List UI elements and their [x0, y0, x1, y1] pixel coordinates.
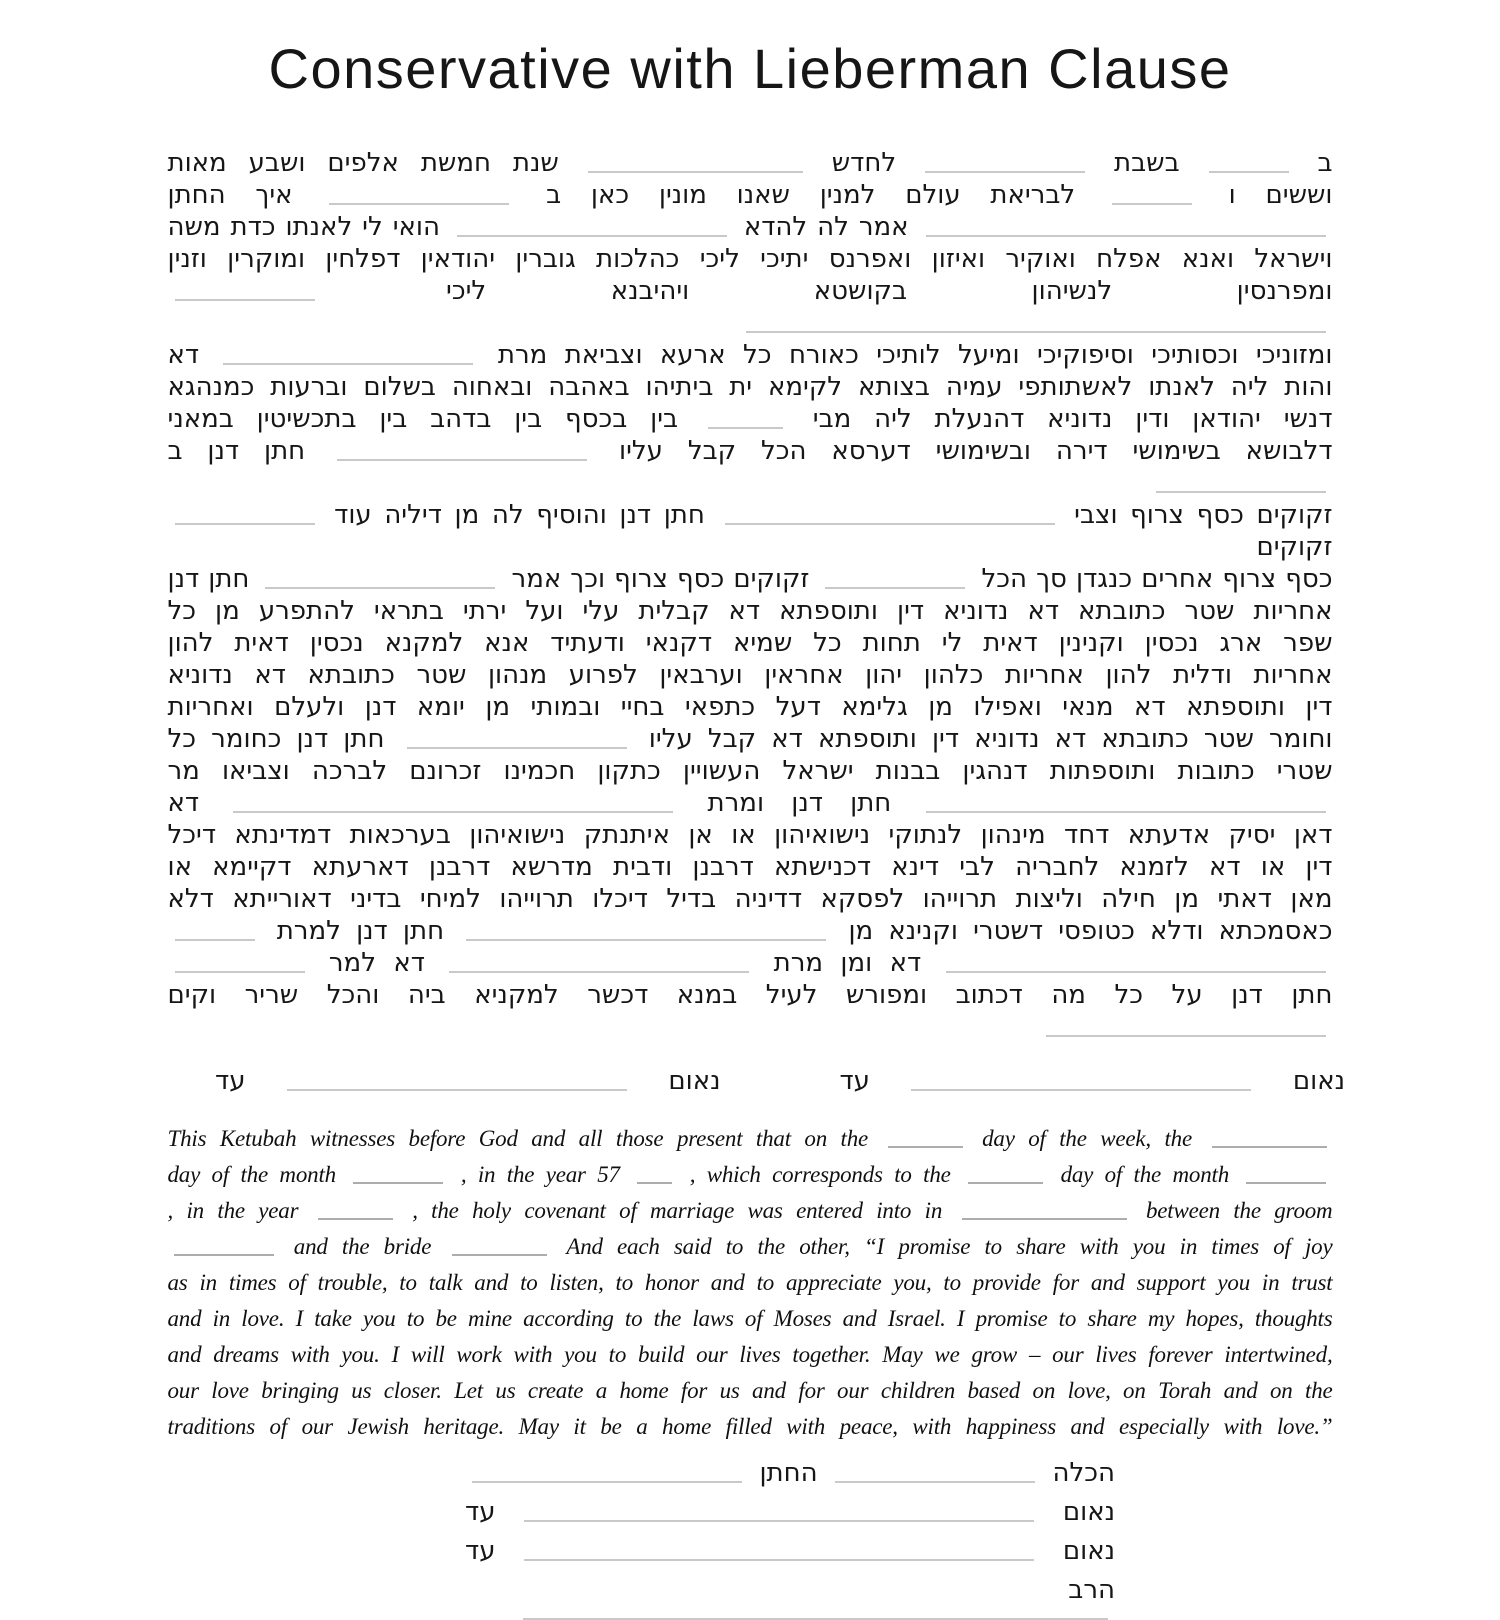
- hebrew-text: ב: [1317, 148, 1333, 178]
- fill-in-blank: [725, 509, 1055, 525]
- english-text: , the holy covenant of marriage was entered into in: [412, 1198, 943, 1223]
- hebrew-text: וששים ו: [1228, 180, 1333, 210]
- hebrew-text: מאן דאתי מן חילה וליצות תרוייהו לפסקא דדיניה בדיל דיכלו תרוייהו למיחי בדיני דאורייתא דלא: [167, 884, 1333, 914]
- hebrew-text: דנשי יהודאן ודין נדוניא דהנעלת ליה מבי: [812, 404, 1333, 434]
- hebrew-text-line: [168, 371, 1333, 403]
- hebrew-text: זקוקים: [1256, 532, 1333, 562]
- hebrew-text: לבריאת עולם למנין שאנו מונין כאן ב: [546, 180, 1076, 210]
- signature-line: [465, 1498, 1115, 1526]
- hebrew-text: אחריות ודלית להון אחריות כלהון יהון אחראין וערבאין לפרוע מנהון שטר כתובתא דא נדוניא: [167, 660, 1333, 690]
- hebrew-text: זקוקים כסף צרוף וכך אמר: [511, 564, 810, 594]
- hebrew-text: דא ומן מרת: [773, 948, 922, 978]
- english-text-block: [168, 1121, 1333, 1445]
- witness-line: [215, 1065, 1345, 1097]
- fill-in-blank: [265, 573, 495, 589]
- hebrew-text-line: [168, 211, 1333, 243]
- fill-in-blank: [1209, 157, 1289, 173]
- english-text: day of the month: [167, 1162, 336, 1187]
- english-text: and the bride: [293, 1234, 432, 1259]
- hebrew-text-line: [168, 691, 1333, 723]
- signature-line: [465, 1459, 1115, 1487]
- fill-in-blank: [523, 1604, 1108, 1620]
- fill-in-blank: [746, 317, 1326, 333]
- hebrew-label: הכלה: [1052, 1458, 1116, 1488]
- fill-in-blank: [174, 1242, 274, 1256]
- hebrew-text: דין ותוספתא דא מנאי ואפילו מן גלימא דעל כתפאי בחיי ובמותי מן יומא דנן ולעלם ואחריות: [167, 692, 1333, 722]
- hebrew-text-line: [168, 179, 1333, 211]
- hebrew-text: חתן דנן ב: [167, 436, 306, 466]
- hebrew-text-block: [168, 147, 1333, 1043]
- hebrew-text: דאן יסיק אדעתא דחד מינהון לנתוקי נישואיהון או אן איתנתק נישואיהון בערכאות דמדינתא דיכל: [167, 820, 1333, 850]
- fill-in-blank: [175, 285, 315, 301]
- hebrew-text-line: [168, 627, 1333, 659]
- english-text: day of the month: [1060, 1162, 1229, 1187]
- fill-in-blank: [825, 573, 965, 589]
- fill-in-blank: [524, 1506, 1034, 1522]
- hebrew-text: ומזוניכי וכסותיכי וסיפוקיכי ומיעל לותיכי כאורח כל ארעא וצביאת מרת: [497, 340, 1333, 370]
- hebrew-text-line: [168, 979, 1333, 1043]
- hebrew-witness-signature-row: [215, 1065, 1345, 1097]
- hebrew-text-line: [168, 947, 1333, 979]
- hebrew-text-line: [168, 659, 1333, 691]
- fill-in-blank: [337, 445, 587, 461]
- english-text-line: [168, 1409, 1333, 1445]
- english-text: , in the year: [167, 1198, 299, 1223]
- english-text: This Ketubah witnesses before God and all those present that on the: [167, 1126, 869, 1151]
- hebrew-text-line: [168, 435, 1333, 499]
- hebrew-text-line: [168, 595, 1333, 627]
- english-text: and dreams with you. I will work with you to build our lives together. May we grow – our lives forever intertwined,: [167, 1342, 1333, 1367]
- hebrew-text: חתן דנן על כל מה דכתוב ומפורש לעיל במנא דכשר למקניא ביה והכל שריר וקים: [167, 980, 1333, 1010]
- hebrew-label: עד: [215, 1066, 246, 1096]
- english-text: as in times of trouble, to talk and to listen, to honor and to appreciate you, to provide for and support you in trust: [167, 1270, 1333, 1295]
- english-text: our love bringing us closer. Let us create a home for us and for our children based on love, on Torah and on the: [167, 1378, 1333, 1403]
- fill-in-blank: [329, 189, 509, 205]
- fill-in-blank: [1046, 1021, 1326, 1037]
- fill-in-blank: [1112, 189, 1192, 205]
- fill-in-blank: [911, 1075, 1251, 1091]
- hebrew-text: הואי לי לאנתו כדת משה: [167, 212, 440, 242]
- hebrew-text: והות ליה לאנתו לאשתותפי עמיה בצותא לקימא ית ביתיהו באהבה ובאחוה בשלום וברעות כמנהגא: [167, 372, 1333, 402]
- hebrew-text-line: [168, 819, 1333, 851]
- fill-in-blank: [472, 1467, 742, 1483]
- document-title: Conservative with Lieberman Clause: [268, 37, 1232, 100]
- hebrew-text: אמר לה להדא: [743, 212, 909, 242]
- hebrew-label: נאום: [668, 1066, 721, 1096]
- english-text-line: [168, 1121, 1333, 1157]
- fill-in-blank: [637, 1170, 672, 1184]
- hebrew-text: דא: [167, 340, 200, 370]
- english-text-line: [168, 1157, 1333, 1193]
- hebrew-text: שפר ארג נכסין וקנינין דאית לי תחות כל שמיא דקנאי ודעתיד אנא למקנא נכסין דאית להון: [167, 628, 1333, 658]
- fill-in-blank: [287, 1075, 627, 1091]
- hebrew-text: זקוקים כסף צרוף וצבי: [1074, 500, 1333, 530]
- fill-in-blank: [1212, 1134, 1327, 1148]
- hebrew-text-line: [168, 723, 1333, 755]
- fill-in-blank: [888, 1134, 963, 1148]
- spacer: [755, 1088, 805, 1089]
- hebrew-text-line: [168, 851, 1333, 883]
- hebrew-text: ומפרנסין לנשיהון בקושטא ויהיבנא ליכי: [446, 276, 1333, 306]
- fill-in-blank: [968, 1170, 1043, 1184]
- fill-in-blank: [588, 157, 803, 173]
- hebrew-label: נאום: [1062, 1536, 1116, 1566]
- hebrew-text-line: [168, 755, 1333, 787]
- fill-in-blank: [449, 957, 749, 973]
- fill-in-blank: [452, 1242, 547, 1256]
- hebrew-text-line: [168, 787, 1333, 819]
- hebrew-text-line: [168, 275, 1333, 339]
- english-text-line: [168, 1301, 1333, 1337]
- english-text-line: [168, 1229, 1333, 1265]
- hebrew-text-line: [168, 499, 1333, 563]
- fill-in-blank: [1156, 477, 1326, 493]
- english-text-line: [168, 1337, 1333, 1373]
- hebrew-text-line: [168, 339, 1333, 371]
- english-text: , which corresponds to the: [689, 1162, 951, 1187]
- fill-in-blank: [175, 957, 305, 973]
- hebrew-text: חתן דנן ומרת: [707, 788, 892, 818]
- fill-in-blank: [946, 957, 1326, 973]
- fill-in-blank: [926, 221, 1326, 237]
- hebrew-text: שטרי כתובות ותוספתות דנהגין בבנות ישראל העשויין כתקון חכמינו זכרונם לברכה וצביאו מר: [167, 756, 1333, 786]
- fill-in-blank: [457, 221, 727, 237]
- hebrew-text-line: [168, 563, 1333, 595]
- hebrew-label: הרב: [1068, 1575, 1115, 1605]
- fill-in-blank: [925, 157, 1085, 173]
- hebrew-text: כאסמכתא ודלא כטופסי דשטרי וקנינא מן: [848, 916, 1333, 946]
- english-text: and in love. I take you to be mine according to the laws of Moses and Israel. I promise to share my hopes, thoughts: [167, 1306, 1333, 1331]
- english-text: And each said to the other, “I promise to share with you in times of joy: [566, 1234, 1333, 1259]
- hebrew-label: עד: [465, 1536, 496, 1566]
- hebrew-text: דין או דא לזמנא לחבריה לבי דינא דכנישתא דרבנן ודבית מדרשא דרבנן דארעתא דקיימא או: [167, 852, 1333, 882]
- hebrew-text-line: [168, 403, 1333, 435]
- fill-in-blank: [1246, 1170, 1326, 1184]
- english-text: , in the year 57: [460, 1162, 620, 1187]
- english-text: day of the week, the: [982, 1126, 1192, 1151]
- hebrew-text: דא: [167, 788, 200, 818]
- hebrew-text: וישראל ואנא אפלח ואוקיר ואיזון ואפרנס יתיכי ליכי כהלכות גוברין יהודאין דפלחין ומוקרין וזנין: [167, 244, 1333, 274]
- english-text: traditions of our Jewish heritage. May it be a home filled with peace, with happiness and especially with love.”: [167, 1414, 1333, 1439]
- hebrew-text: איך החתן: [167, 180, 293, 210]
- signature-line: [465, 1537, 1115, 1565]
- hebrew-label: החתן: [759, 1458, 818, 1488]
- english-text-line: [168, 1265, 1333, 1301]
- hebrew-text: לחדש: [831, 148, 897, 178]
- fill-in-blank: [926, 797, 1326, 813]
- english-text-line: [168, 1373, 1333, 1409]
- english-text-line: [168, 1193, 1333, 1229]
- fill-in-blank: [835, 1467, 1035, 1483]
- signature-block: [465, 1459, 1115, 1620]
- hebrew-text: חתן דנן למרת: [276, 916, 445, 946]
- hebrew-text-line: [168, 243, 1333, 275]
- hebrew-text-line: [168, 883, 1333, 915]
- fill-in-blank: [353, 1170, 443, 1184]
- english-text: between the groom: [1145, 1198, 1333, 1223]
- signature-line: [465, 1600, 1115, 1620]
- hebrew-text: אחריות שטר כתובתא דא נדוניא דין ותוספתא דא קבלית עלי ועל ירתי בתראי להתפרע מן כל: [167, 596, 1333, 626]
- fill-in-blank: [175, 509, 315, 525]
- fill-in-blank: [524, 1545, 1034, 1561]
- hebrew-text: כסף צרוף אחרים כנגדן סך הכל: [981, 564, 1333, 594]
- hebrew-text: דלבושא בשימושי דירה ובשימושי דערסא הכל קבל עליו: [618, 436, 1333, 466]
- ketubah-document: [0, 36, 1500, 1605]
- hebrew-text: שנת חמשת אלפים ושבע מאות: [167, 148, 559, 178]
- fill-in-blank: [233, 797, 673, 813]
- fill-in-blank: [407, 733, 627, 749]
- hebrew-text: חתן דנן והוסיף לה מן דיליה עוד: [334, 500, 705, 530]
- fill-in-blank: [962, 1206, 1127, 1220]
- hebrew-label: עד: [839, 1066, 870, 1096]
- hebrew-label: עד: [465, 1497, 496, 1527]
- hebrew-text: וחומר שטר כתובתא דא נדוניא דין ותוספתא דא קבל עליו: [648, 724, 1333, 754]
- hebrew-text: חתן דנן כחומר כל: [167, 724, 385, 754]
- hebrew-text-line: [168, 915, 1333, 947]
- hebrew-text: בין בכסף בין בדהב בין בתכשיטין במאני: [167, 404, 679, 434]
- fill-in-blank: [223, 349, 473, 365]
- hebrew-text: חתן דנן: [167, 564, 250, 594]
- hebrew-label: נאום: [1062, 1497, 1116, 1527]
- fill-in-blank: [466, 925, 826, 941]
- hebrew-text: בשבת: [1114, 148, 1180, 178]
- fill-in-blank: [318, 1206, 393, 1220]
- hebrew-text-line: [168, 147, 1333, 179]
- hebrew-label: נאום: [1292, 1066, 1346, 1096]
- fill-in-blank: [708, 413, 783, 429]
- hebrew-text: דא למר: [328, 948, 425, 978]
- fill-in-blank: [175, 925, 255, 941]
